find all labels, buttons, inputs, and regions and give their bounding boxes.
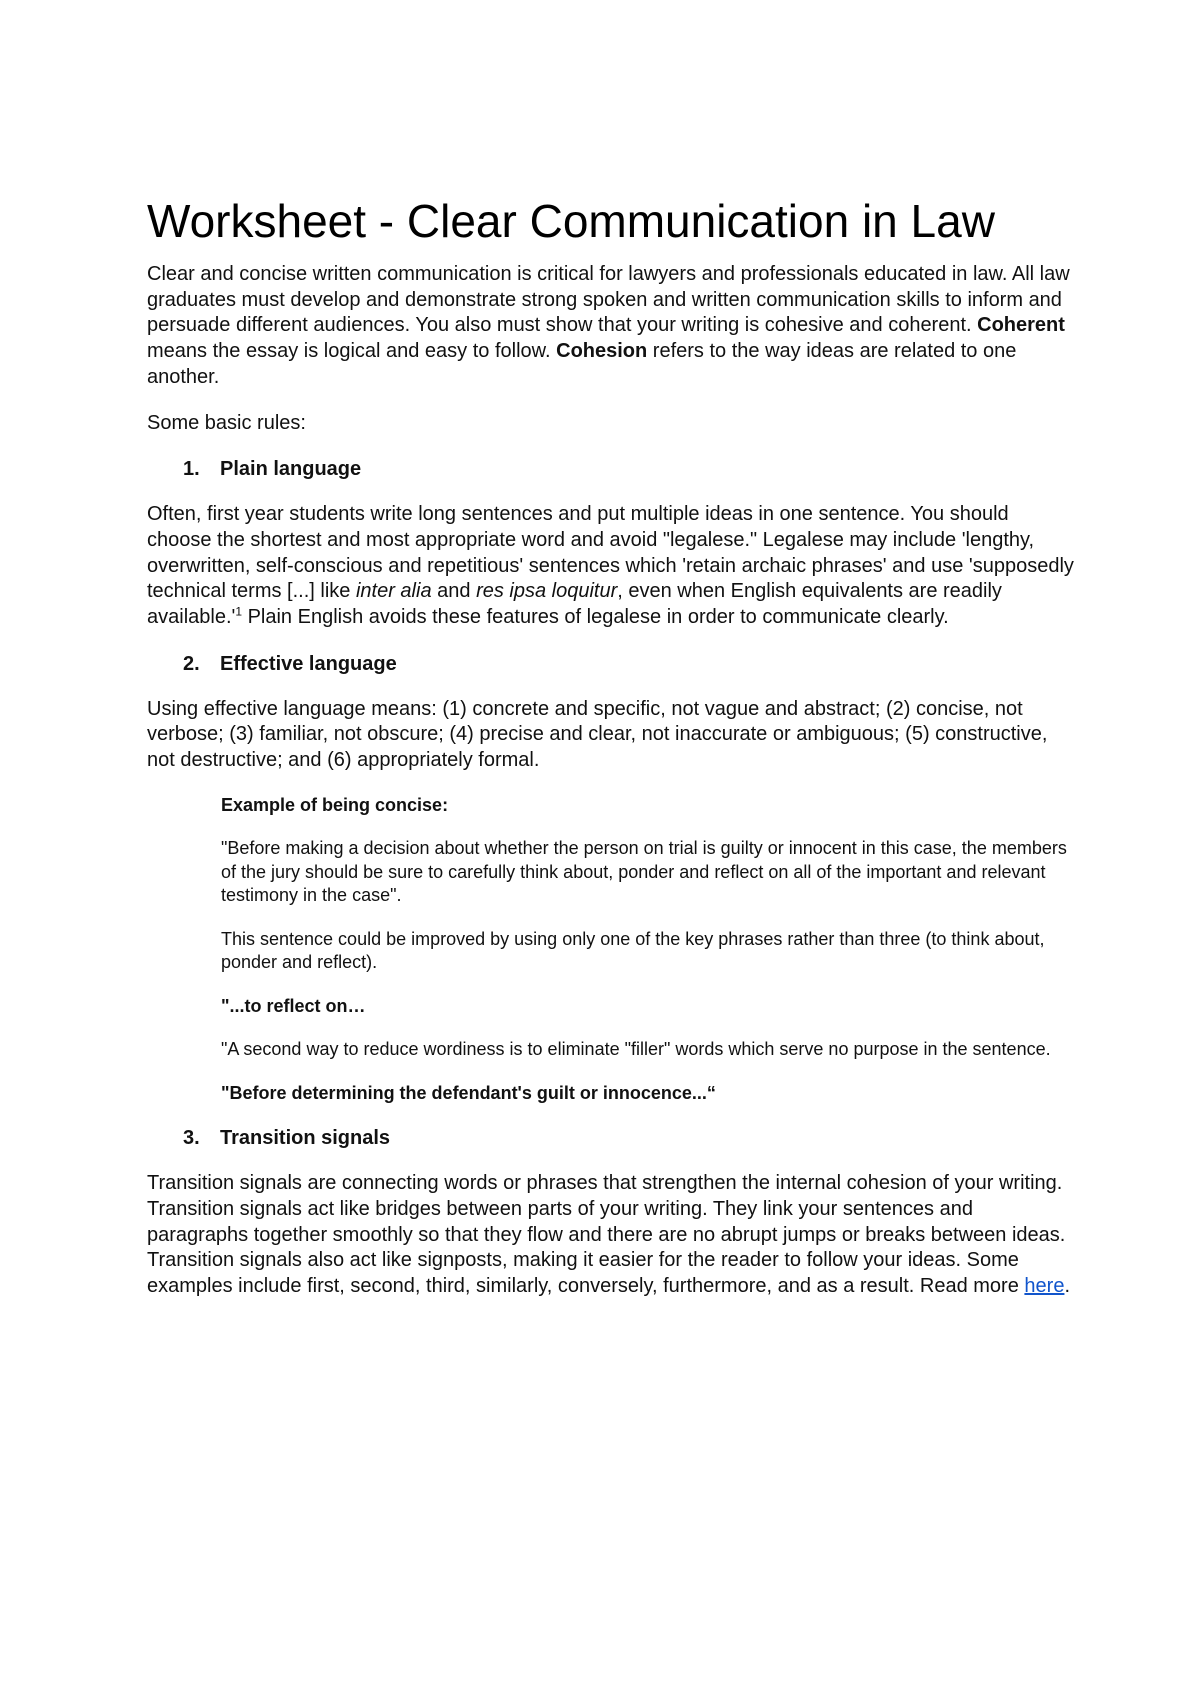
italic-term-res-ipsa: res ipsa loquitur [476, 580, 618, 603]
basic-rules-label: Some basic rules: [147, 411, 306, 434]
section-title: Transition signals [220, 1127, 391, 1150]
document-page [147, 190, 1077, 1320]
example-improved-1: "...to reflect on… [221, 995, 366, 1016]
coherent-term: Coherent [977, 314, 1065, 337]
plain-text-b: and [431, 580, 477, 603]
cohesion-term: Cohesion [556, 340, 648, 363]
transition-text-end: . [1064, 1275, 1070, 1298]
italic-term-inter-alia: inter alia [355, 580, 432, 603]
plain-language-paragraph [147, 502, 1077, 631]
plain-text-a: Often, first year students write long sentences and put multiple ideas in one sentence. You should choose the shortest and most appropriate word and avoid "legalese." Legalese may include 'lengthy, overwritten, self-conscious and repetitious' sentences which 'retain archaic phrases' and use 'supposedly technical terms [...] like [147, 503, 1074, 603]
section-heading-effective-language [147, 651, 1077, 677]
section-number: 1. [183, 458, 200, 481]
footnote-marker: 1 [235, 604, 243, 619]
plain-text-d: Plain English avoids these features of legalese in order to communicate clearly. [242, 606, 949, 629]
section-title: Effective language [220, 652, 397, 675]
effective-language-paragraph: Using effective language means: (1) concrete and specific, not vague and abstract; (2) concise, not verbose; (3) familiar, not obscure; (4) precise and clear, not inaccurate or ambiguous; (5) constructive, not destructive; and (6) appropriately formal. [147, 697, 1048, 772]
example-heading: Example of being concise: [221, 794, 449, 815]
intro-text-1: Clear and concise written communication is critical for lawyers and professionals educated in law. All law graduates must develop and demonstrate strong spoken and written communication skills to inform and persuade different audiences. You also must show that your writing is cohesive and coherent. [147, 263, 1070, 337]
example-explanation: This sentence could be improved by using only one of the key phrases rather than three (to think about, ponder and reflect). [221, 928, 1045, 973]
example-quote-2: "A second way to reduce wordiness is to eliminate "filler" words which serve no purpose in the sentence. [221, 1039, 1051, 1060]
transition-signals-paragraph [147, 1171, 1077, 1300]
section-heading-plain-language [147, 456, 1077, 482]
example-quote-1: "Before making a decision about whether the person on trial is guilty or innocent in this case, the members of the jury should be sure to carefully think about, ponder and reflect on all of the important and relevant testimony in the case". [221, 838, 1067, 906]
section-number: 2. [183, 652, 200, 675]
section-heading-transition-signals [147, 1125, 1077, 1151]
read-more-link[interactable]: here [1024, 1275, 1065, 1298]
page-title: Worksheet - Clear Communication in Law [147, 195, 995, 247]
plain-text-c: , even when English equivalents are readily available.' [147, 580, 1002, 629]
intro-paragraph [147, 262, 1077, 391]
transition-text: Transition signals are connecting words or phrases that strengthen the internal cohesion of your writing. Transition signals act like bridges between parts of your writing. They link your sentences and paragraphs together smoothly so that they flow and there are no abrupt jumps or breaks between ideas. Transition signals also act like signposts, making it easier for the reader to follow your ideas. Some examples include first, second, third, similarly, conversely, furthermore, and as a result. Read more [147, 1172, 1066, 1298]
example-improved-2: "Before determining the defendant's guilt or innocence...“ [221, 1082, 716, 1103]
intro-text-2: means the essay is logical and easy to follow. [147, 340, 557, 363]
section-number: 3. [183, 1127, 200, 1150]
section-title: Plain language [220, 458, 362, 481]
intro-text-3: refers to the way ideas are related to one another. [147, 340, 1017, 388]
